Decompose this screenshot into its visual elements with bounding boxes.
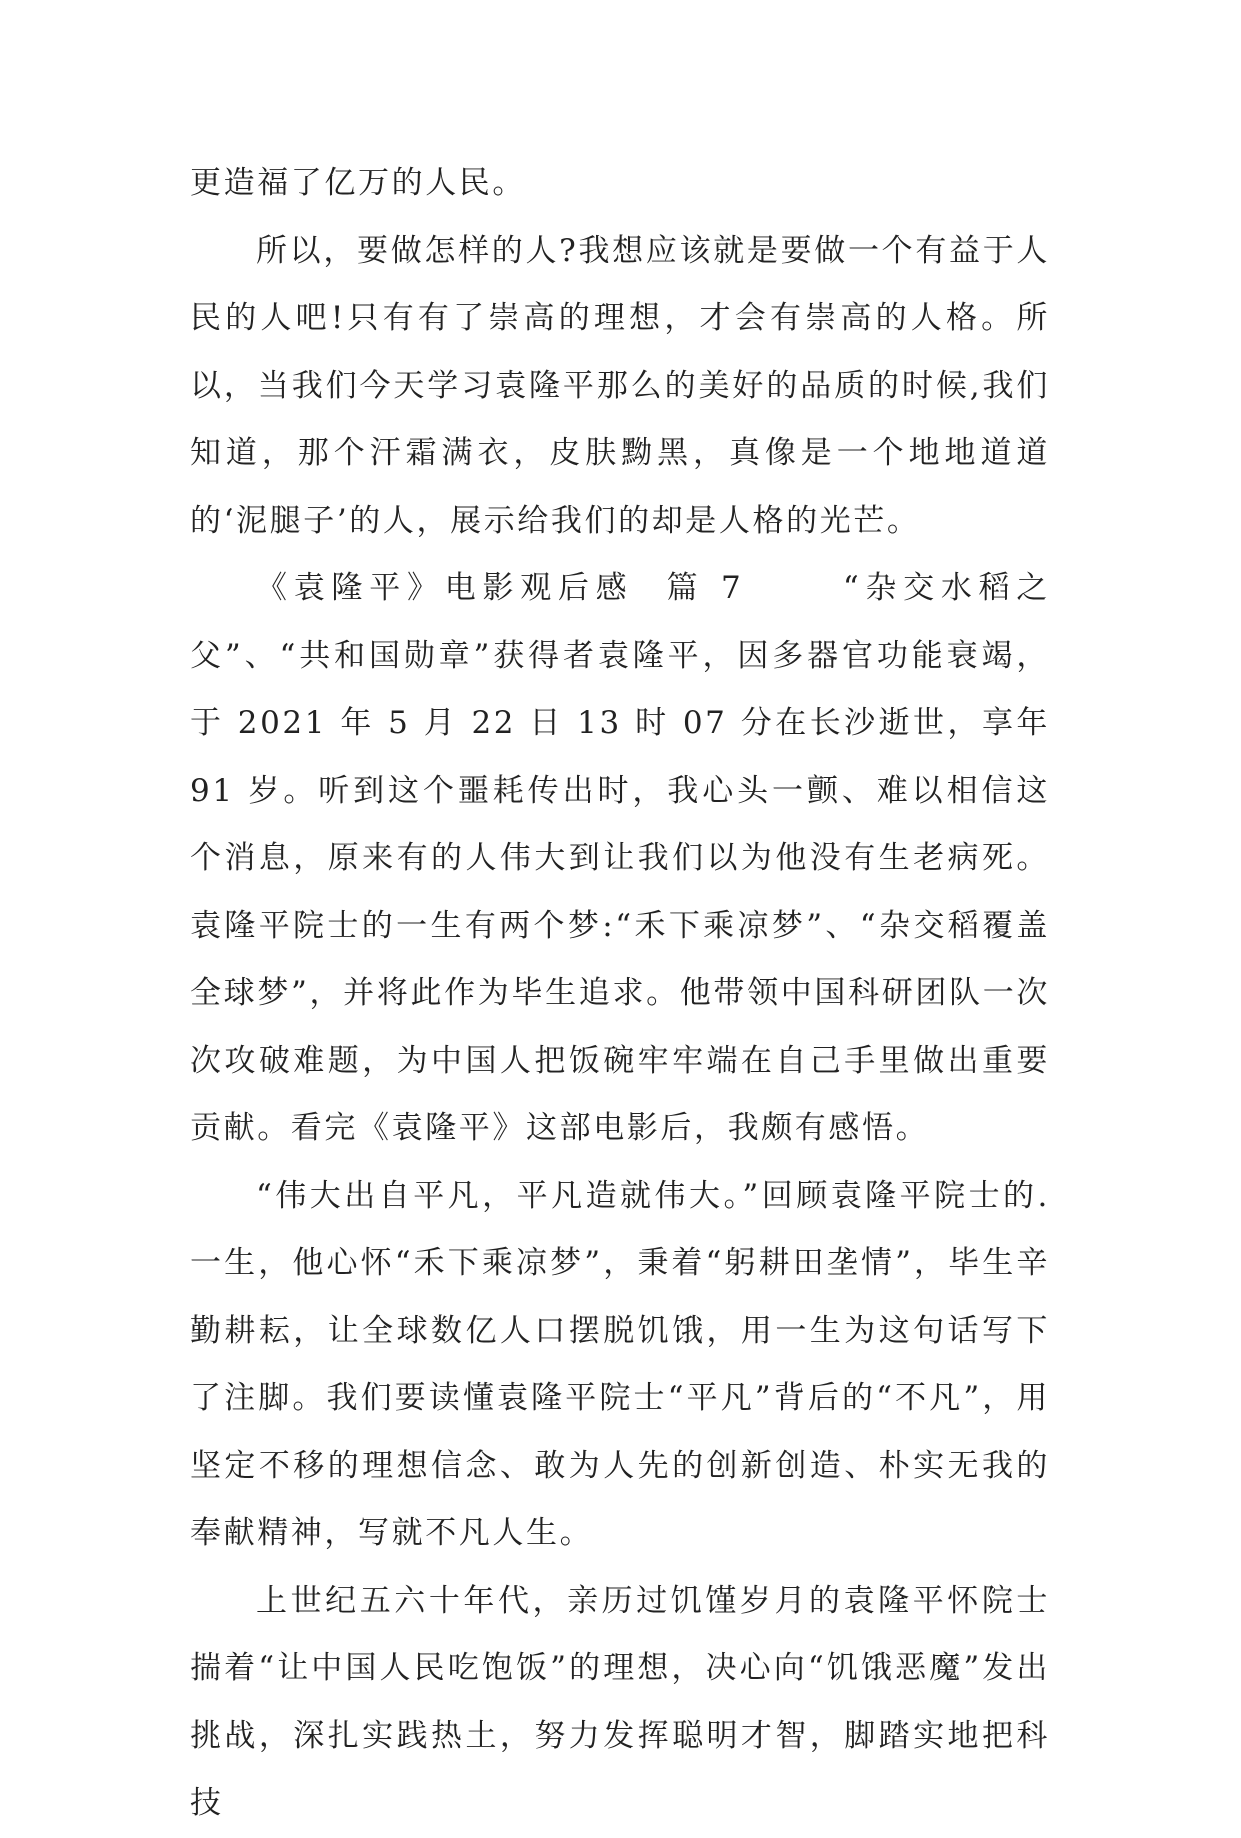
paragraph-3: 《袁隆平》电影观后感 篇 7 “杂交水稻之父”、“共和国勋章”获得者袁隆平，因多器官功能衰竭，于 2021 年 5 月 22 日 13 时 07 分在长沙逝世，享年 91 岁。听到这个噩耗传出时，我心头一颤、难以相信这个消息，原来有的人伟大到让我们以为他没有生老病死。袁隆平院士的一生有两个梦:“禾下乘凉梦”、“杂交稻覆盖全球梦”，并将此作为毕生追求。他带领中国科研团队一次次攻破难题，为中国人把饭碗牢牢端在自己手里做出重要贡献。看完《袁隆平》这部电影后，我颇有感悟。 bbox=[190, 570, 1063, 1146]
paragraph-4: “伟大出自平凡，平凡造就伟大。”回顾袁隆平院士的.一生，他心怀“禾下乘凉梦”，秉着“躬耕田垄情”，毕生辛勤耕耘，让全球数亿人口摆脱饥饿，用一生为这句话写下了注脚。我们要读懂袁隆平院士“平凡”背后的“不凡”，用坚定不移的理想信念、敢为人先的创新创造、朴实无我的奉献精神，写就不凡人生。 bbox=[190, 1177, 1050, 1551]
paragraph-2: 所以，要做怎样的人?我想应该就是要做一个有益于人民的人吧!只有有了崇高的理想，才会有崇高的人格。所以，当我们今天学习袁隆平那么的美好的品质的时候,我们知道，那个汗霜满衣，皮肤黝黑，真像是一个地地道道的‘泥腿子’的人，展示给我们的却是人格的光芒。 bbox=[190, 232, 1050, 539]
document-body bbox=[190, 150, 1063, 1838]
paragraph-1: 更造福了亿万的人民。 bbox=[190, 165, 526, 201]
paragraph-5: 上世纪五六十年代，亲历过饥馑岁月的袁隆平怀院士揣着“让中国人民吃饱饭”的理想，决心向“饥饿恶魔”发出挑战，深扎实践热土，努力发挥聪明才智，脚踏实地把科技 bbox=[190, 1582, 1050, 1821]
